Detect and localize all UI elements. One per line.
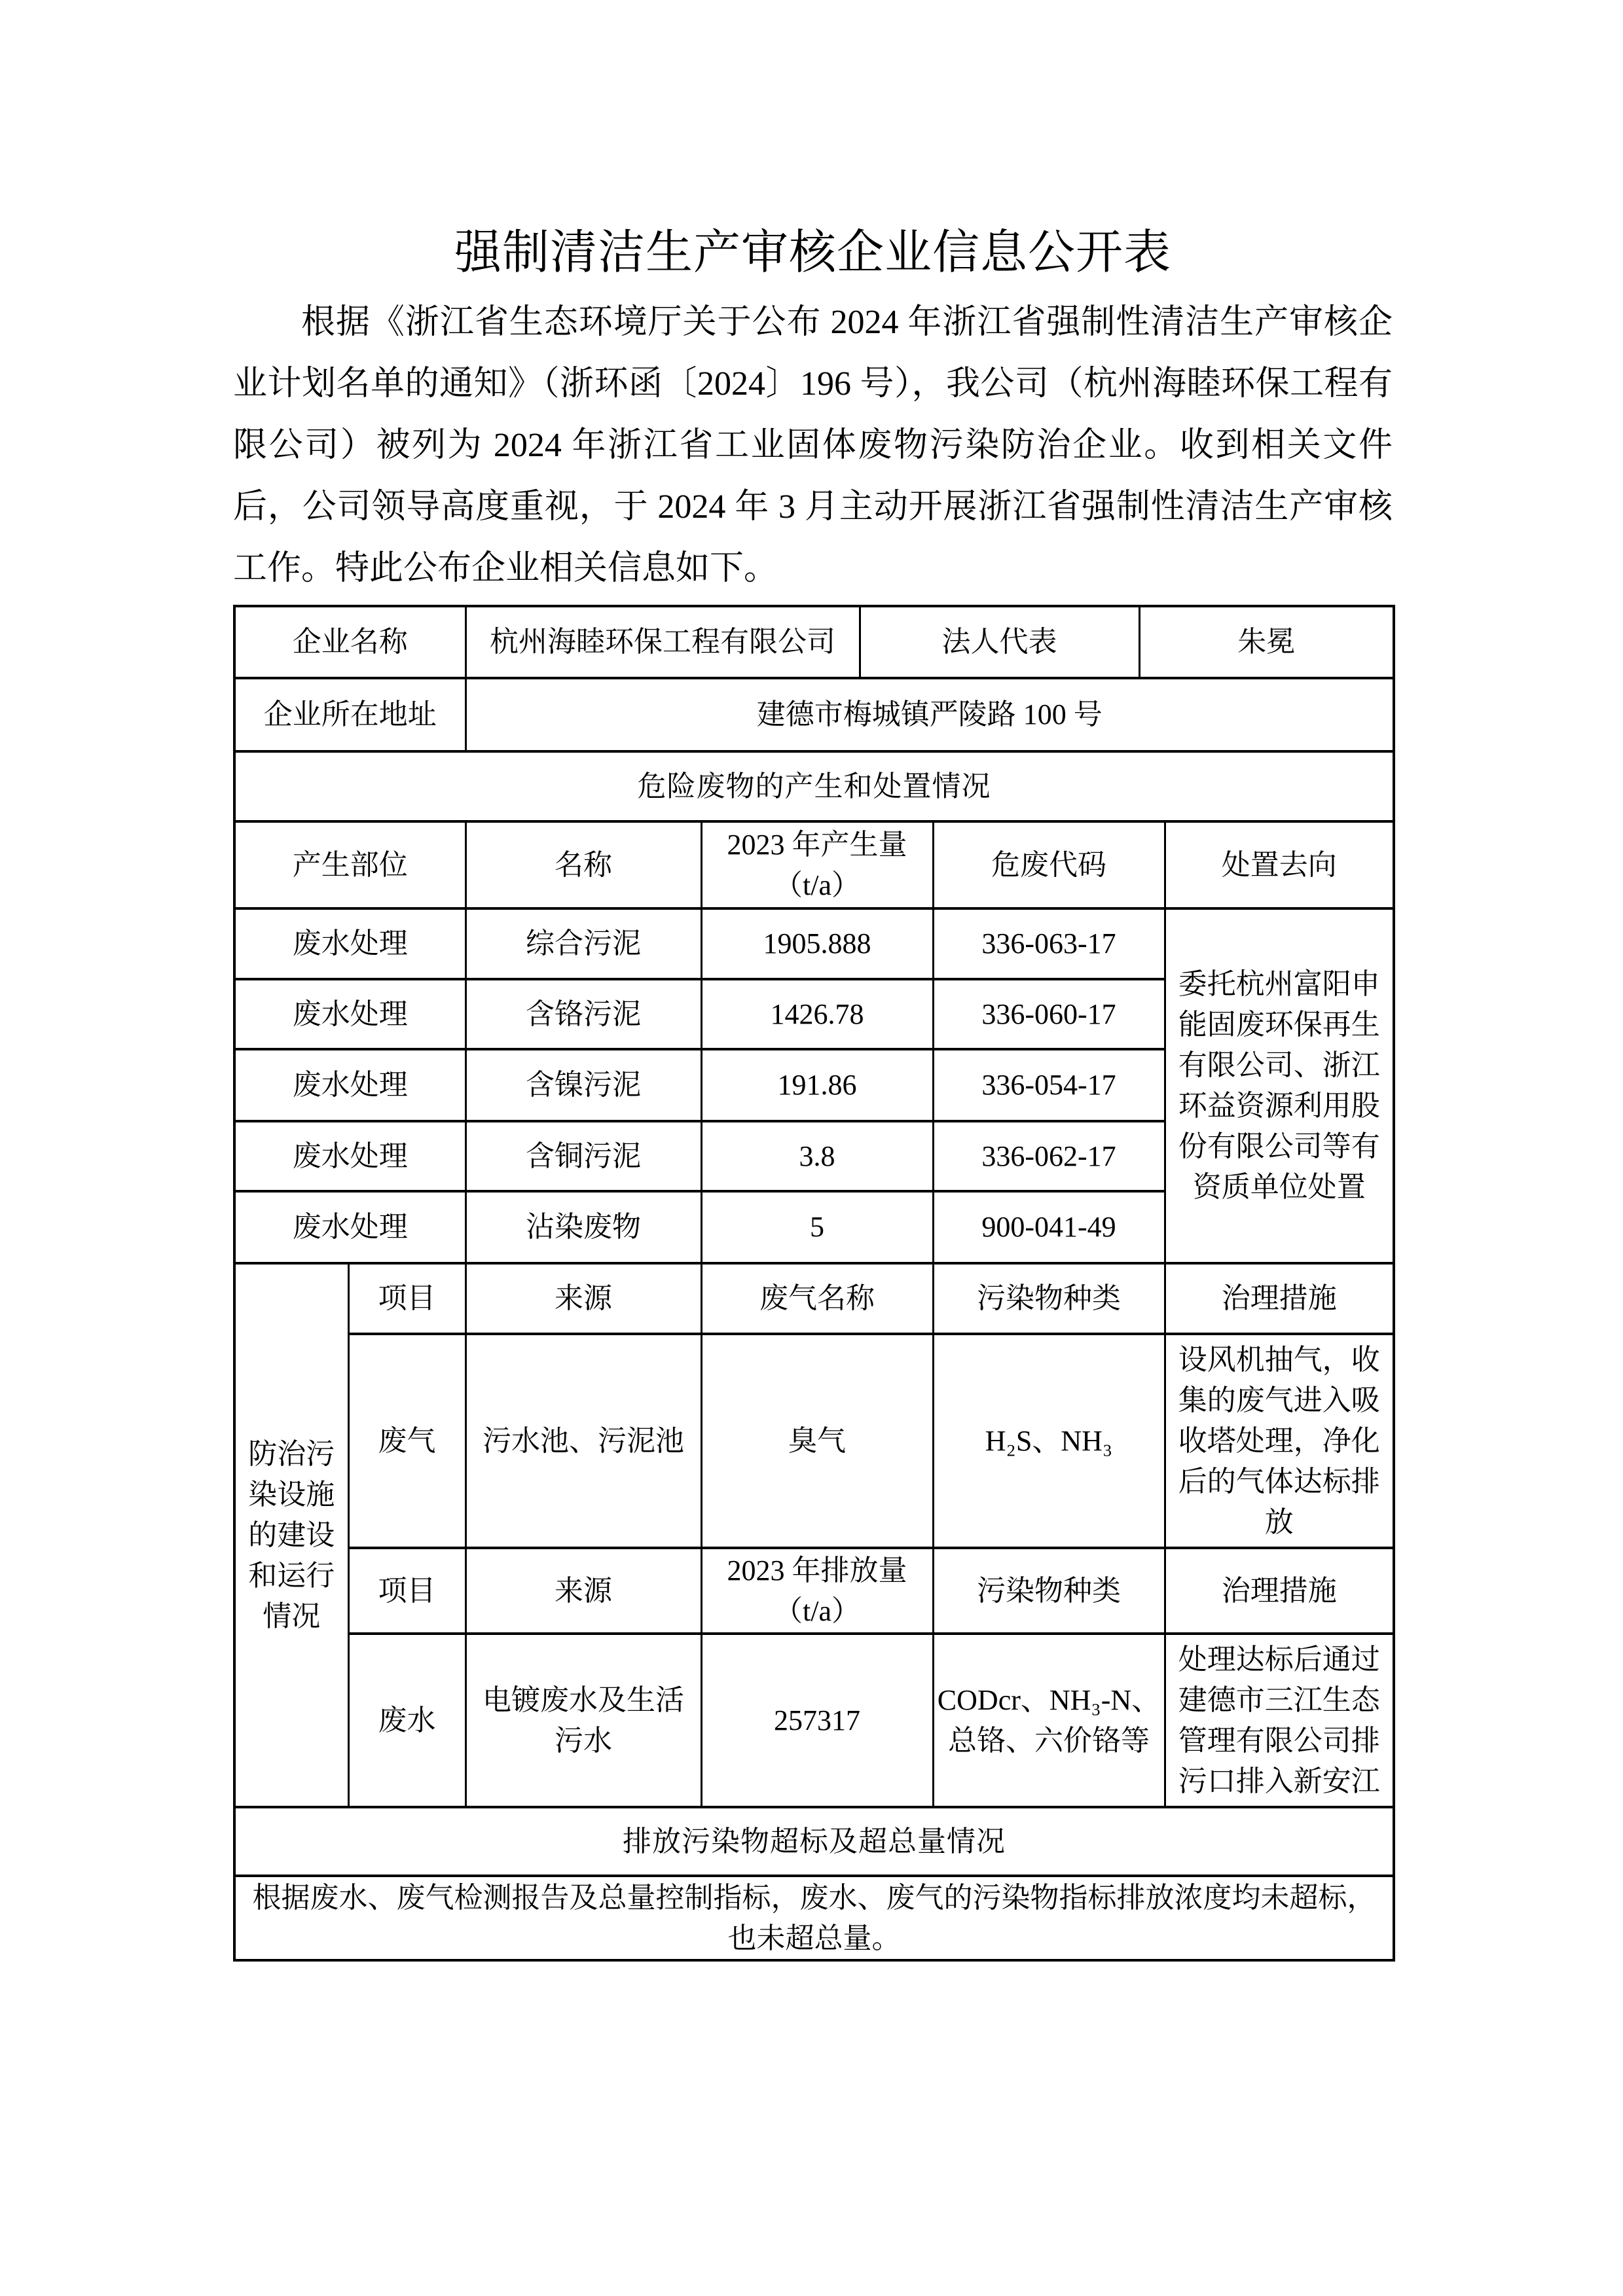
water-treatment: 处理达标后通过建德市三江生态管理有限公司排污口排入新安江 xyxy=(1165,1634,1394,1807)
gas-name: 臭气 xyxy=(701,1334,933,1548)
hw-unit: 废水处理 xyxy=(234,908,465,979)
hw-header-name: 名称 xyxy=(465,821,701,908)
gas-data-row xyxy=(234,1334,1394,1548)
water-header-row xyxy=(234,1548,1394,1634)
exceedance-section-title: 排放污染物超标及超总量情况 xyxy=(234,1807,1394,1876)
hw-name: 含铜污泥 xyxy=(465,1121,701,1191)
page-title: 强制清洁生产审核企业信息公开表 xyxy=(454,226,1171,279)
water-header-amount: 2023 年排放量（t/a） xyxy=(701,1548,933,1634)
water-source: 电镀废水及生活污水 xyxy=(465,1634,701,1807)
water-data-row xyxy=(234,1634,1394,1807)
gas-header-name: 废气名称 xyxy=(701,1263,933,1334)
hw-unit: 废水处理 xyxy=(234,1121,465,1191)
hw-header-amount: 2023 年产生量（t/a） xyxy=(701,821,933,908)
hw-name: 含铬污泥 xyxy=(465,979,701,1049)
hw-unit: 废水处理 xyxy=(234,979,465,1049)
exceedance-section-row xyxy=(234,1807,1394,1876)
hw-amount: 1905.888 xyxy=(701,908,933,979)
exceedance-content-row xyxy=(234,1876,1394,1960)
gas-header-treatment: 治理措施 xyxy=(1165,1263,1394,1334)
hw-code: 336-062-17 xyxy=(933,1121,1165,1191)
disclosure-table xyxy=(233,605,1395,1962)
gas-header-row xyxy=(234,1263,1394,1334)
hw-disposal-merged-cell: 委托杭州富阳申能固废环保再生有限公司、浙江环益资源利用股份有限公司等有资质单位处置 xyxy=(1165,908,1394,1263)
water-header-treatment: 治理措施 xyxy=(1165,1548,1394,1634)
hw-amount: 191.86 xyxy=(701,1049,933,1121)
hw-name: 沾染废物 xyxy=(465,1191,701,1263)
gas-treatment: 设风机抽气，收集的废气进入吸收塔处理，净化后的气体达标排放 xyxy=(1165,1334,1394,1548)
company-name-value: 杭州海睦环保工程有限公司 xyxy=(465,606,860,678)
water-amount: 257317 xyxy=(701,1634,933,1807)
gas-pollutants: H₂S、NH₃ xyxy=(933,1334,1165,1548)
hazwaste-section-title: 危险废物的产生和处置情况 xyxy=(234,751,1394,821)
hw-name: 含镍污泥 xyxy=(465,1049,701,1121)
water-header-item: 项目 xyxy=(348,1548,465,1634)
hw-row xyxy=(234,908,1394,979)
company-name-label: 企业名称 xyxy=(234,606,465,678)
address-value: 建德市梅城镇严陵路 100 号 xyxy=(465,678,1394,751)
gas-source: 污水池、污泥池 xyxy=(465,1334,701,1548)
gas-item: 废气 xyxy=(348,1334,465,1548)
hw-code: 336-054-17 xyxy=(933,1049,1165,1121)
intro-paragraph: 根据《浙江省生态环境厅关于公布 2024 年浙江省强制性清洁生产审核企业计划名单的通知》（浙环函〔2024〕196 号），我公司（杭州海睦环保工程有限公司）被列为 2024 年浙江省工业固体废物污染防治企业。收到相关文件后，公司领导高度重视，于 2024 年 3 月主动开展浙江省强制性清洁生产审核工作。特此公布企业相关信息如下。 xyxy=(233,304,1393,587)
hw-header-code: 危废代码 xyxy=(933,821,1165,908)
facilities-label: 防治污染设施的建设和运行情况 xyxy=(234,1263,348,1807)
hazwaste-section-row xyxy=(234,751,1394,821)
company-row xyxy=(234,606,1394,678)
hazwaste-header-row xyxy=(234,821,1394,908)
hw-header-disposal: 处置去向 xyxy=(1165,821,1394,908)
hw-amount: 1426.78 xyxy=(701,979,933,1049)
address-label: 企业所在地址 xyxy=(234,678,465,751)
hw-amount: 3.8 xyxy=(701,1121,933,1191)
water-header-pollutants: 污染物种类 xyxy=(933,1548,1165,1634)
legal-rep-value: 朱冕 xyxy=(1139,606,1394,678)
document-page xyxy=(233,221,1393,1962)
water-header-source: 来源 xyxy=(465,1548,701,1634)
exceedance-content: 根据废水、废气检测报告及总量控制指标，废水、废气的污染物指标排放浓度均未超标，也未超总量。 xyxy=(234,1876,1394,1960)
gas-header-pollutants: 污染物种类 xyxy=(933,1263,1165,1334)
address-row xyxy=(234,678,1394,751)
hw-header-unit: 产生部位 xyxy=(234,821,465,908)
hw-unit: 废水处理 xyxy=(234,1049,465,1121)
hw-unit: 废水处理 xyxy=(234,1191,465,1263)
gas-header-source: 来源 xyxy=(465,1263,701,1334)
legal-rep-label: 法人代表 xyxy=(860,606,1139,678)
water-pollutants: CODcr、NH₃-N、总铬、六价铬等 xyxy=(933,1634,1165,1807)
gas-header-item: 项目 xyxy=(348,1263,465,1334)
hw-code: 336-060-17 xyxy=(933,979,1165,1049)
hw-amount: 5 xyxy=(701,1191,933,1263)
water-item: 废水 xyxy=(348,1634,465,1807)
hw-name: 综合污泥 xyxy=(465,908,701,979)
hw-code: 336-063-17 xyxy=(933,908,1165,979)
hw-code: 900-041-49 xyxy=(933,1191,1165,1263)
